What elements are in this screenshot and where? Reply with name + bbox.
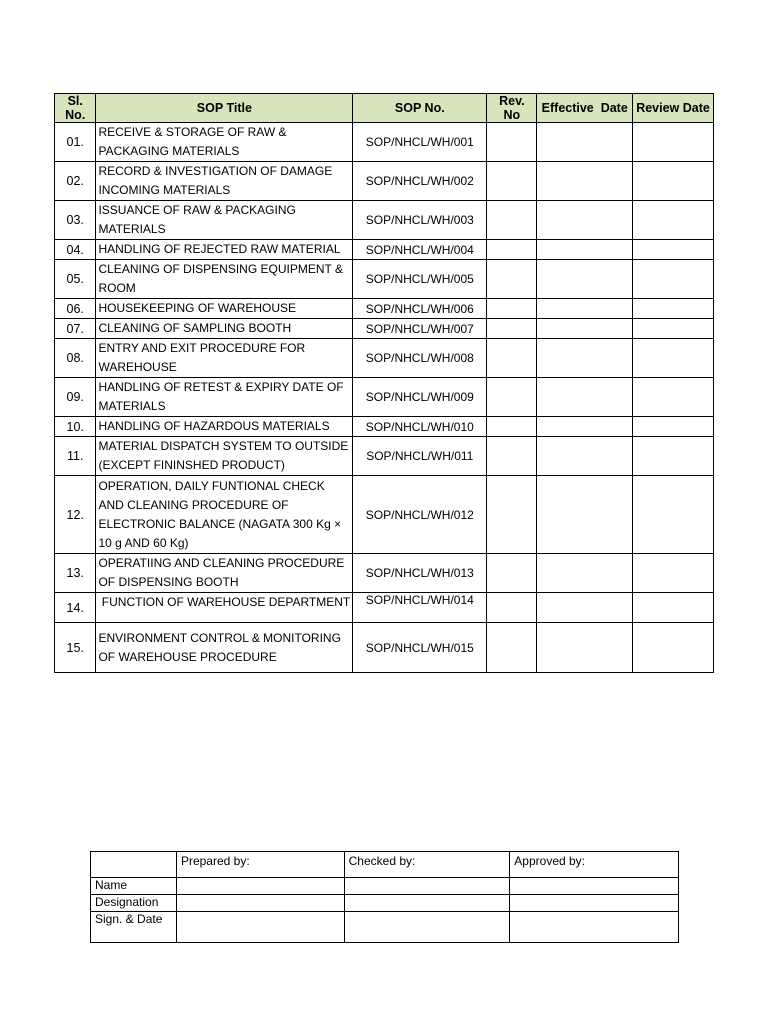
row-effective-date — [537, 240, 633, 260]
table-row — [55, 623, 714, 673]
sign-date-label: Sign. & Date — [91, 912, 177, 943]
table-row — [55, 593, 714, 623]
row-sop-no: SOP/NHCL/WH/015 — [353, 623, 487, 673]
row-sl-no: 10. — [55, 417, 96, 437]
row-sop-title: OPERATIING AND CLEANING PROCEDURE OF DISPENSING BOOTH — [96, 554, 353, 593]
row-sop-no: SOP/NHCL/WH/014 — [353, 593, 487, 623]
row-sl-no: 07. — [55, 319, 96, 339]
row-effective-date — [537, 339, 633, 378]
row-sl-no: 08. — [55, 339, 96, 378]
row-sl-no: 14. — [55, 593, 96, 623]
row-rev-no — [487, 339, 537, 378]
header-review-date: Review Date — [633, 94, 714, 123]
row-review-date — [633, 339, 714, 378]
row-rev-no — [487, 240, 537, 260]
approved-by-header: Approved by: — [510, 852, 679, 878]
signature-corner-cell — [91, 852, 177, 878]
row-sop-title: FUNCTION OF WAREHOUSE DEPARTMENT — [96, 593, 353, 623]
approved-sign-field — [510, 912, 679, 943]
name-label: Name — [91, 878, 177, 895]
checked-designation-field — [344, 895, 510, 912]
row-effective-date — [537, 476, 633, 554]
row-sop-no: SOP/NHCL/WH/007 — [353, 319, 487, 339]
row-rev-no — [487, 299, 537, 319]
prepared-by-header: Prepared by: — [176, 852, 344, 878]
row-rev-no — [487, 378, 537, 417]
row-sl-no: 09. — [55, 378, 96, 417]
row-review-date — [633, 437, 714, 476]
row-sop-no: SOP/NHCL/WH/008 — [353, 339, 487, 378]
row-sl-no: 02. — [55, 162, 96, 201]
row-sop-no: SOP/NHCL/WH/005 — [353, 260, 487, 299]
row-rev-no — [487, 123, 537, 162]
row-sl-no: 03. — [55, 201, 96, 240]
row-effective-date — [537, 319, 633, 339]
signature-table — [90, 851, 679, 943]
row-review-date — [633, 299, 714, 319]
approved-name-field — [510, 878, 679, 895]
row-sop-title: HANDLING OF HAZARDOUS MATERIALS — [96, 417, 353, 437]
header-sop-title: SOP Title — [96, 94, 353, 123]
row-sl-no: 05. — [55, 260, 96, 299]
row-sop-title: CLEANING OF DISPENSING EQUIPMENT & ROOM — [96, 260, 353, 299]
row-sop-title: RECORD & INVESTIGATION OF DAMAGE INCOMING MATERIALS — [96, 162, 353, 201]
prepared-designation-field — [176, 895, 344, 912]
row-sop-no: SOP/NHCL/WH/002 — [353, 162, 487, 201]
row-sop-no: SOP/NHCL/WH/009 — [353, 378, 487, 417]
row-review-date — [633, 417, 714, 437]
row-sop-title: CLEANING OF SAMPLING BOOTH — [96, 319, 353, 339]
row-review-date — [633, 378, 714, 417]
row-review-date — [633, 623, 714, 673]
row-effective-date — [537, 437, 633, 476]
header-rev-no: Rev. No — [487, 94, 537, 123]
row-sop-no: SOP/NHCL/WH/001 — [353, 123, 487, 162]
row-effective-date — [537, 260, 633, 299]
table-row — [55, 476, 714, 554]
row-effective-date — [537, 593, 633, 623]
row-sop-no: SOP/NHCL/WH/004 — [353, 240, 487, 260]
row-sop-title: OPERATION, DAILY FUNTIONAL CHECK AND CLEANING PROCEDURE OF ELECTRONIC BALANCE (NAGATA 300 Kg × 10 g AND 60 Kg) — [96, 476, 353, 554]
table-header-row — [55, 94, 714, 123]
row-sop-title: HANDLING OF REJECTED RAW MATERIAL — [96, 240, 353, 260]
row-effective-date — [537, 162, 633, 201]
table-row — [55, 417, 714, 437]
row-rev-no — [487, 201, 537, 240]
signature-row — [91, 895, 679, 912]
table-row — [55, 378, 714, 417]
prepared-sign-field — [176, 912, 344, 943]
row-sop-title: HOUSEKEEPING OF WAREHOUSE — [96, 299, 353, 319]
row-sop-title: ENTRY AND EXIT PROCEDURE FOR WAREHOUSE — [96, 339, 353, 378]
row-review-date — [633, 201, 714, 240]
table-row — [55, 319, 714, 339]
table-row — [55, 299, 714, 319]
row-sl-no: 01. — [55, 123, 96, 162]
row-review-date — [633, 319, 714, 339]
sop-index-table — [54, 93, 714, 673]
prepared-name-field — [176, 878, 344, 895]
row-sop-title: MATERIAL DISPATCH SYSTEM TO OUTSIDE (EXCEPT FININSHED PRODUCT) — [96, 437, 353, 476]
row-sop-no: SOP/NHCL/WH/010 — [353, 417, 487, 437]
table-row — [55, 437, 714, 476]
table-row — [55, 554, 714, 593]
table-row — [55, 123, 714, 162]
row-rev-no — [487, 554, 537, 593]
header-effective-date: Effective Date — [537, 94, 633, 123]
row-review-date — [633, 476, 714, 554]
row-sop-title: RECEIVE & STORAGE OF RAW & PACKAGING MATERIALS — [96, 123, 353, 162]
row-effective-date — [537, 623, 633, 673]
row-review-date — [633, 123, 714, 162]
row-sop-no: SOP/NHCL/WH/006 — [353, 299, 487, 319]
row-effective-date — [537, 554, 633, 593]
row-effective-date — [537, 201, 633, 240]
row-review-date — [633, 554, 714, 593]
row-sop-title: ISSUANCE OF RAW & PACKAGING MATERIALS — [96, 201, 353, 240]
row-sop-title: HANDLING OF RETEST & EXPIRY DATE OF MATERIALS — [96, 378, 353, 417]
designation-label: Designation — [91, 895, 177, 912]
row-effective-date — [537, 417, 633, 437]
row-sop-no: SOP/NHCL/WH/013 — [353, 554, 487, 593]
row-sl-no: 04. — [55, 240, 96, 260]
signature-row — [91, 878, 679, 895]
row-rev-no — [487, 437, 537, 476]
row-sop-no: SOP/NHCL/WH/012 — [353, 476, 487, 554]
row-sl-no: 12. — [55, 476, 96, 554]
row-sop-no: SOP/NHCL/WH/011 — [353, 437, 487, 476]
row-rev-no — [487, 319, 537, 339]
header-sop-no: SOP No. — [353, 94, 487, 123]
row-review-date — [633, 260, 714, 299]
row-review-date — [633, 240, 714, 260]
row-sl-no: 15. — [55, 623, 96, 673]
row-sl-no: 11. — [55, 437, 96, 476]
row-rev-no — [487, 593, 537, 623]
row-review-date — [633, 593, 714, 623]
table-row — [55, 339, 714, 378]
checked-sign-field — [344, 912, 510, 943]
row-review-date — [633, 162, 714, 201]
header-sl-no: Sl. No. — [55, 94, 96, 123]
row-sop-no: SOP/NHCL/WH/003 — [353, 201, 487, 240]
table-row — [55, 201, 714, 240]
row-sop-title: ENVIRONMENT CONTROL & MONITORING OF WAREHOUSE PROCEDURE — [96, 623, 353, 673]
table-row — [55, 240, 714, 260]
row-effective-date — [537, 378, 633, 417]
row-rev-no — [487, 162, 537, 201]
row-rev-no — [487, 623, 537, 673]
row-rev-no — [487, 260, 537, 299]
row-effective-date — [537, 123, 633, 162]
table-row — [55, 162, 714, 201]
signature-header-row — [91, 852, 679, 878]
checked-name-field — [344, 878, 510, 895]
row-sl-no: 13. — [55, 554, 96, 593]
approved-designation-field — [510, 895, 679, 912]
table-row — [55, 260, 714, 299]
checked-by-header: Checked by: — [344, 852, 510, 878]
row-sl-no: 06. — [55, 299, 96, 319]
row-rev-no — [487, 476, 537, 554]
row-effective-date — [537, 299, 633, 319]
row-rev-no — [487, 417, 537, 437]
signature-row — [91, 912, 679, 943]
